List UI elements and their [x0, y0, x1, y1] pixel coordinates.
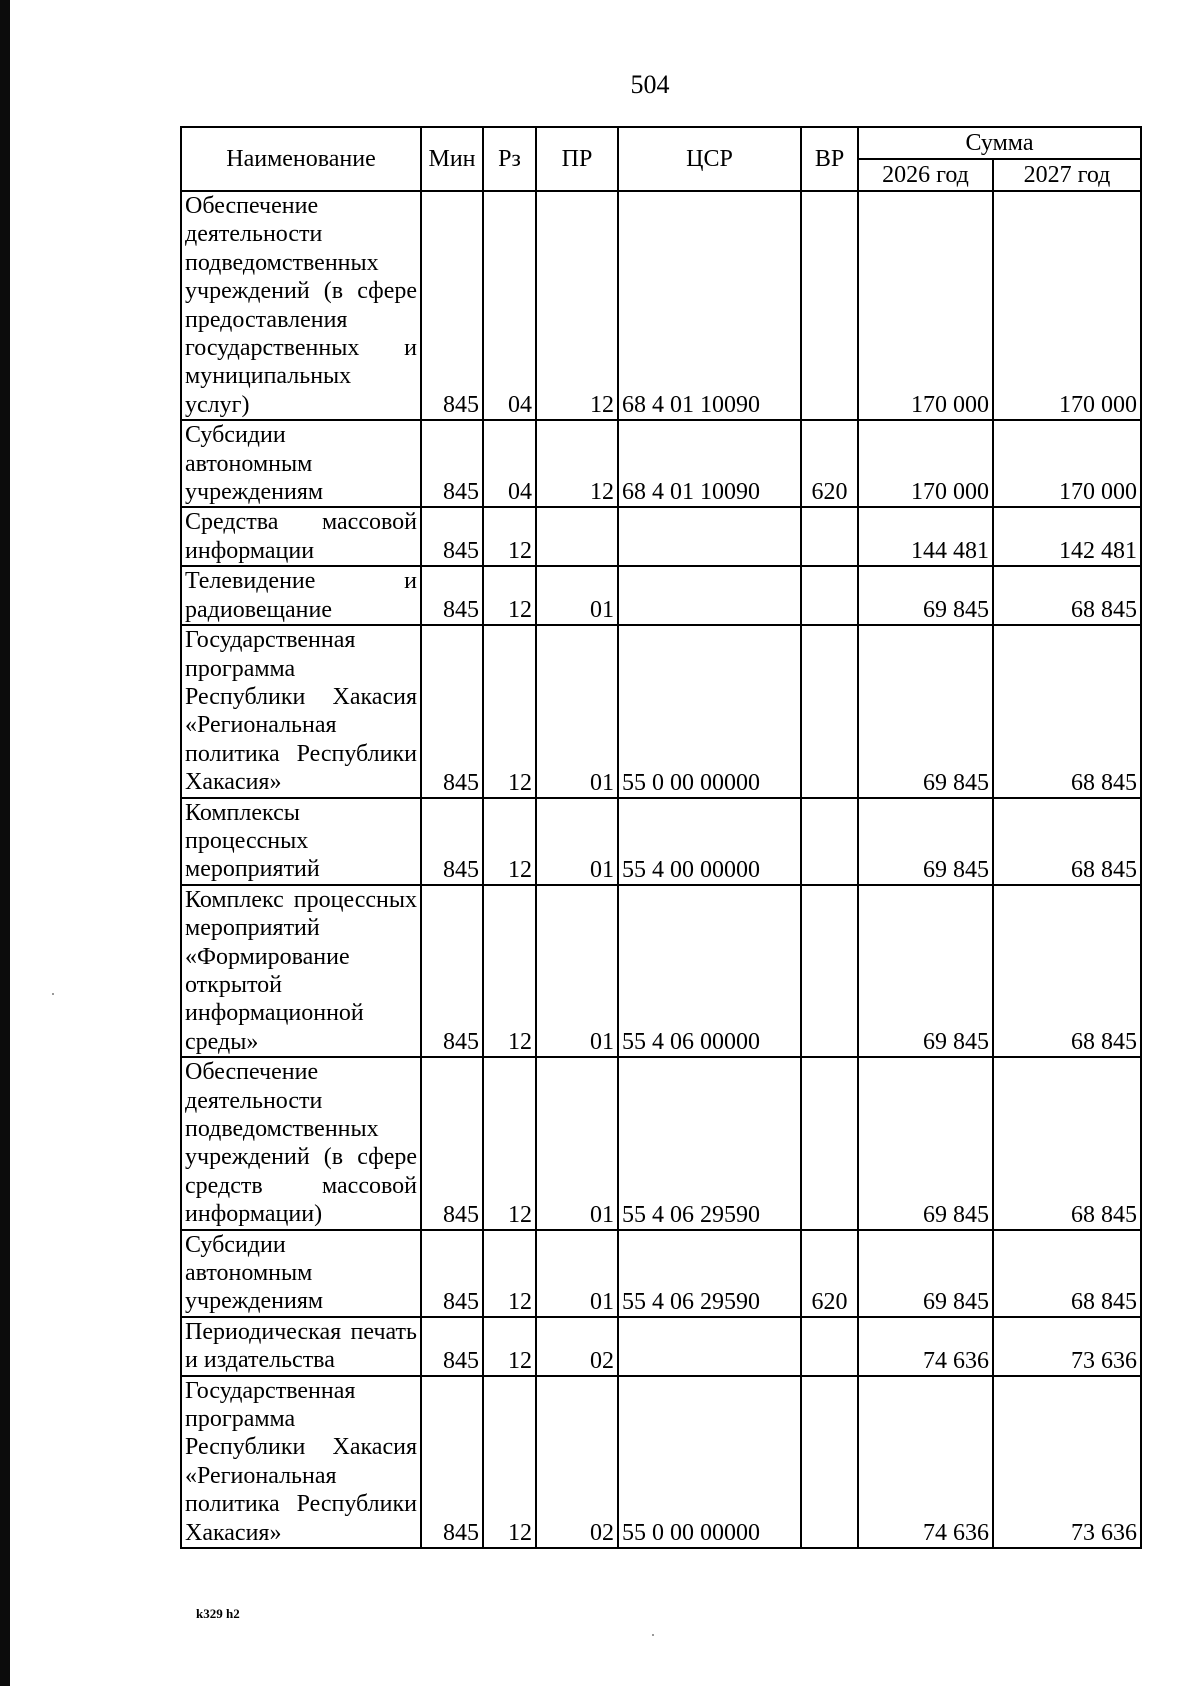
cell-name: Телевидение и радиовещание [181, 566, 421, 625]
cell-name: Субсидии автономным учреждениям [181, 420, 421, 507]
cell-y2026: 144 481 [858, 507, 993, 566]
cell-y2026: 69 845 [858, 625, 993, 797]
cell-name: Комплексы процессных мероприятий [181, 798, 421, 885]
cell-y2027: 68 845 [993, 1057, 1141, 1229]
table-row [181, 507, 1141, 566]
cell-y2027: 73 636 [993, 1317, 1141, 1376]
cell-min: 845 [421, 566, 483, 625]
table-row [181, 1317, 1141, 1376]
header-year-2027: 2027 год [993, 159, 1141, 191]
cell-pr: 01 [536, 885, 618, 1057]
footer-code: k329 h2 [196, 1606, 240, 1621]
cell-min: 845 [421, 420, 483, 507]
cell-vr [801, 191, 858, 420]
cell-y2027: 68 845 [993, 625, 1141, 797]
cell-pr: 01 [536, 625, 618, 797]
cell-y2027: 142 481 [993, 507, 1141, 566]
cell-y2026: 74 636 [858, 1317, 993, 1376]
cell-vr: 620 [801, 1230, 858, 1317]
cell-min: 845 [421, 191, 483, 420]
cell-y2027: 170 000 [993, 420, 1141, 507]
table-body [181, 191, 1141, 1548]
cell-y2027: 73 636 [993, 1376, 1141, 1548]
cell-csr: 55 4 00 00000 [618, 798, 801, 885]
cell-vr [801, 566, 858, 625]
table-row [181, 1376, 1141, 1548]
cell-name: Комплекс процессных мероприятий «Формирование открытой информационной среды» [181, 885, 421, 1057]
cell-vr [801, 507, 858, 566]
cell-pr: 02 [536, 1376, 618, 1548]
cell-y2026: 69 845 [858, 885, 993, 1057]
cell-min: 845 [421, 625, 483, 797]
table-row [181, 566, 1141, 625]
table-row [181, 885, 1141, 1057]
cell-csr [618, 1317, 801, 1376]
cell-vr [801, 885, 858, 1057]
cell-min: 845 [421, 1376, 483, 1548]
cell-min: 845 [421, 885, 483, 1057]
cell-rz: 12 [483, 885, 536, 1057]
cell-vr [801, 1317, 858, 1376]
cell-csr: 68 4 01 10090 [618, 420, 801, 507]
budget-table [180, 126, 1142, 1549]
cell-rz: 12 [483, 566, 536, 625]
cell-csr [618, 507, 801, 566]
table-row [181, 191, 1141, 420]
header-csr: ЦСР [618, 127, 801, 191]
cell-rz: 12 [483, 798, 536, 885]
cell-vr [801, 1376, 858, 1548]
cell-rz: 12 [483, 1317, 536, 1376]
cell-name: Государственная программа Республики Хакасия «Региональная политика Республики Хакасия» [181, 625, 421, 797]
cell-vr: 620 [801, 420, 858, 507]
cell-rz: 12 [483, 1376, 536, 1548]
cell-min: 845 [421, 798, 483, 885]
cell-y2027: 68 845 [993, 885, 1141, 1057]
table-row [181, 1230, 1141, 1317]
cell-name: Субсидии автономным учреждениям [181, 1230, 421, 1317]
cell-min: 845 [421, 507, 483, 566]
cell-min: 845 [421, 1230, 483, 1317]
cell-name: Государственная программа Республики Хакасия «Региональная политика Республики Хакасия» [181, 1376, 421, 1548]
table-row [181, 1057, 1141, 1229]
cell-y2027: 68 845 [993, 1230, 1141, 1317]
scan-speck [652, 1634, 654, 1636]
cell-pr [536, 507, 618, 566]
header-name: Наименование [181, 127, 421, 191]
header-vr: ВР [801, 127, 858, 191]
cell-y2027: 170 000 [993, 191, 1141, 420]
cell-pr: 12 [536, 420, 618, 507]
cell-y2026: 74 636 [858, 1376, 993, 1548]
cell-rz: 12 [483, 1230, 536, 1317]
cell-name: Обеспечение деятельности подведомственных учреждений (в сфере средств массовой информации) [181, 1057, 421, 1229]
scan-edge-bar [0, 0, 10, 1686]
cell-rz: 04 [483, 420, 536, 507]
cell-csr [618, 566, 801, 625]
cell-y2026: 170 000 [858, 420, 993, 507]
header-min: Мин [421, 127, 483, 191]
cell-pr: 01 [536, 1057, 618, 1229]
header-year-2026: 2026 год [858, 159, 993, 191]
page-number: 504 [630, 70, 670, 99]
header-rz: Рз [483, 127, 536, 191]
cell-rz: 12 [483, 507, 536, 566]
cell-rz: 12 [483, 625, 536, 797]
cell-csr: 55 0 00 00000 [618, 1376, 801, 1548]
cell-name: Средства массовой информации [181, 507, 421, 566]
cell-pr: 02 [536, 1317, 618, 1376]
table-row [181, 625, 1141, 797]
cell-csr: 55 4 06 00000 [618, 885, 801, 1057]
cell-rz: 12 [483, 1057, 536, 1229]
table-row [181, 798, 1141, 885]
cell-name: Обеспечение деятельности подведомственных учреждений (в сфере предоставления государственных и муниципальных услуг) [181, 191, 421, 420]
cell-y2026: 69 845 [858, 798, 993, 885]
cell-csr: 55 4 06 29590 [618, 1230, 801, 1317]
cell-y2026: 69 845 [858, 1230, 993, 1317]
cell-y2027: 68 845 [993, 798, 1141, 885]
scan-speck [52, 993, 54, 995]
cell-csr: 55 0 00 00000 [618, 625, 801, 797]
header-sum: Сумма [858, 127, 1141, 159]
cell-name: Периодическая печать и издательства [181, 1317, 421, 1376]
cell-min: 845 [421, 1317, 483, 1376]
table-row [181, 420, 1141, 507]
cell-min: 845 [421, 1057, 483, 1229]
cell-pr: 01 [536, 1230, 618, 1317]
cell-vr [801, 625, 858, 797]
cell-csr: 68 4 01 10090 [618, 191, 801, 420]
cell-pr: 01 [536, 566, 618, 625]
cell-y2026: 69 845 [858, 1057, 993, 1229]
cell-pr: 12 [536, 191, 618, 420]
cell-y2027: 68 845 [993, 566, 1141, 625]
cell-vr [801, 1057, 858, 1229]
cell-y2026: 170 000 [858, 191, 993, 420]
cell-pr: 01 [536, 798, 618, 885]
cell-rz: 04 [483, 191, 536, 420]
cell-vr [801, 798, 858, 885]
cell-csr: 55 4 06 29590 [618, 1057, 801, 1229]
header-pr: ПР [536, 127, 618, 191]
cell-y2026: 69 845 [858, 566, 993, 625]
